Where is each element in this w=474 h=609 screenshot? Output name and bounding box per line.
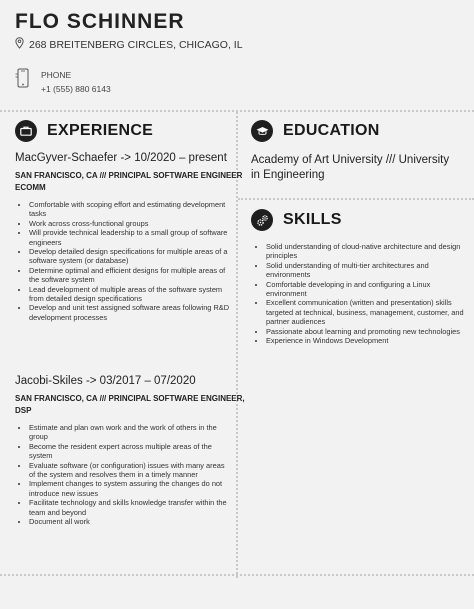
candidate-name: FLO SCHINNER [15,10,185,33]
job-meta-2-line1: SAN FRANCISCO, CA /// PRINCIPAL SOFTWARE ENGINEER, [15,394,245,403]
job-meta-1-line1: SAN FRANCISCO, CA /// PRINCIPAL SOFTWARE ENGINEER [15,171,243,180]
list-item: • Develop and unit test assigned software areas following R&D development processes [29,303,234,322]
list-item: • Determine optimal and efficient designs for multiple areas of the software system [29,266,234,285]
list-item: • Implement changes to system assuring the changes do not introduce new issues [29,479,229,498]
list-item: • Solid understanding of multi-tier architectures and environments [266,261,471,280]
job-2-bullets [17,423,229,526]
list-item: • Estimate and plan own work and the work of others in the group [29,423,229,442]
address-text: 268 BREITENBERG CIRCLES, CHICAGO, IL [29,39,243,51]
phone-icon [15,68,31,96]
briefcase-icon [15,120,37,142]
graduation-cap-icon [251,120,273,142]
list-item: • Comfortable developing in and configuring a Linux environment [266,280,471,299]
education-title: EDUCATION [283,122,380,139]
list-item: • Work across cross-functional groups [29,219,234,228]
job-meta-2 [15,393,245,417]
job-meta-1 [15,170,242,194]
job-1-bullets [17,200,234,322]
list-item: • Passionate about learning and promoting new technologies [266,327,471,336]
list-item: • Solid understanding of cloud-native architecture and design principles [266,242,471,261]
address-row [15,36,243,54]
job-title-1: MacGyver-Schaefer -> 10/2020 – present [15,152,227,164]
education-heading [251,120,380,142]
phone-row [15,68,111,96]
list-item: • Excellent communication (written and presentation) skills targeted at technical, business, management, customer, and partner audiences [266,298,471,326]
list-item: • Evaluate software (or configuration) issues with many areas of the system and resolves them in a timely manner [29,461,229,480]
phone-label: PHONE [41,70,72,80]
divider-bottom [0,574,474,576]
list-item: • Facilitate technology and skills knowledge transfer within the team and beyond [29,498,229,517]
skills-list [254,242,471,345]
education-text: Academy of Art University /// University in Engineering [251,154,450,181]
phone-value: +1 (555) 880 6143 [41,84,111,94]
divider-right [238,198,474,200]
job-title-2: Jacobi-Skiles -> 03/2017 – 07/2020 [15,375,196,387]
list-item: • Develop detailed design specifications for multiple areas of a software system (or database) [29,247,234,266]
list-item: • Comfortable with scoping effort and estimating development tasks [29,200,234,219]
list-item: • Experience in Windows Development [266,336,471,345]
skills-heading [251,209,342,231]
location-pin-icon [15,36,24,54]
experience-title: EXPERIENCE [47,122,154,139]
job-meta-1-line2: ECOMM [15,183,46,192]
list-item: • Document all work [29,517,229,526]
skills-title: SKILLS [283,211,342,228]
gears-icon [251,209,273,231]
list-item: • Lead development of multiple areas of the software system from detailed design specifications [29,285,234,304]
list-item: • Will provide technical leadership to a small group of software engineers [29,228,234,247]
experience-heading [15,120,153,142]
job-meta-2-line2: DSP [15,406,32,415]
list-item: • Become the resident expert across multiple areas of the system [29,442,229,461]
resume-header [0,0,474,110]
